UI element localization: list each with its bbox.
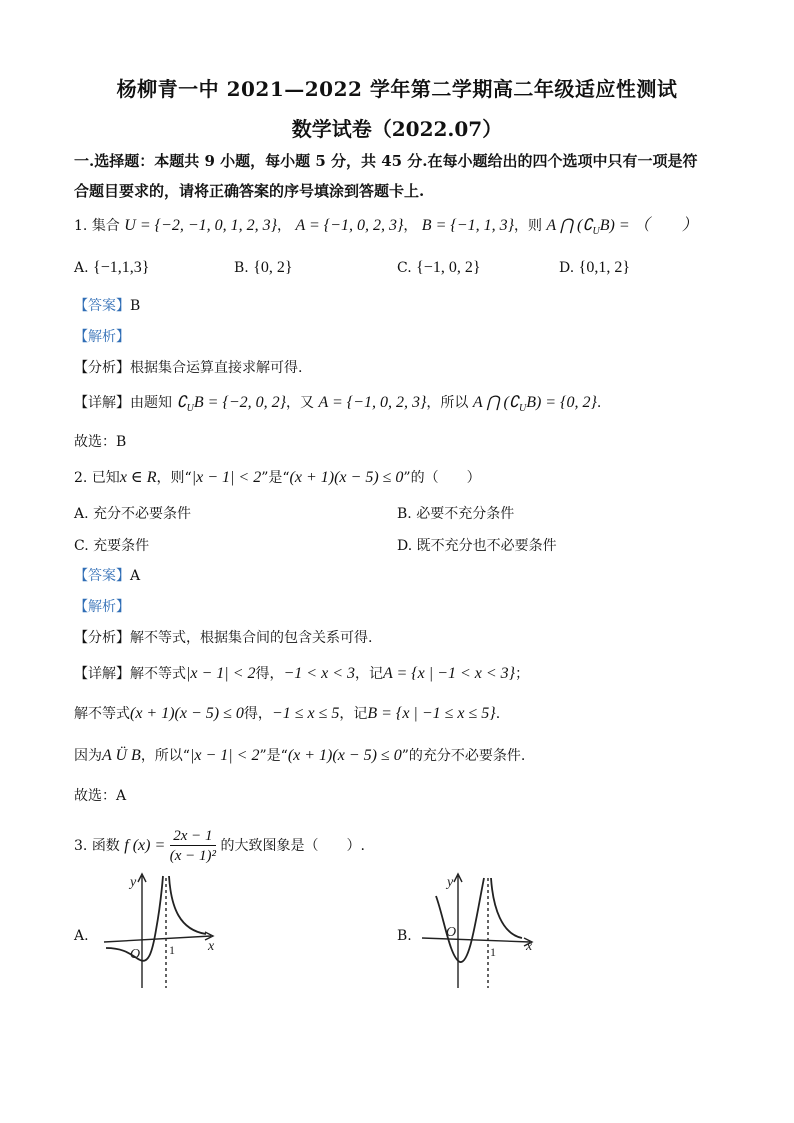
q1-detail-c: B = {−2, 0, 2} <box>193 394 287 411</box>
q3b-origin-label: O <box>446 925 457 940</box>
q1-detail-end: . <box>596 395 602 411</box>
q1-detail-a: 由题知 <box>130 395 172 411</box>
q2-d3-f: (x + 1)(x − 5) ≤ 0 <box>287 747 402 764</box>
q3-stem-a: 函数 <box>91 838 120 854</box>
q3a-x-label: x <box>208 939 215 954</box>
q2-d1-f: A = {x | −1 < x < 3} <box>383 665 516 682</box>
q2-number: 2. <box>74 470 88 486</box>
q1-analysis <box>74 327 130 347</box>
q2-stem-a: 已知 <box>91 470 120 486</box>
q1-set-b: B = {−1, 1, 3} <box>421 217 514 234</box>
q3b-curve-right <box>491 878 522 938</box>
q1-detail-d: ，又 <box>286 395 315 411</box>
q2-d1-c: 得， <box>255 666 284 682</box>
q1-answer-value: B <box>130 298 141 314</box>
q3-fraction <box>170 827 216 866</box>
q3-fraction-denominator: (x − 1)² <box>169 847 216 864</box>
q1-option-a-value: {−1,1,3} <box>93 259 150 276</box>
q1-fenxi-text: 根据集合运算直接求解可得. <box>130 360 303 376</box>
q2-option-d-label: D. <box>397 538 413 554</box>
q2-d3-b: A Ü B <box>102 747 141 764</box>
q2-option-a-value: 充分不必要条件 <box>93 506 192 522</box>
q2-option-d-value: 既不充分也不必要条件 <box>416 538 557 554</box>
q2-d3-c: ，所以“ <box>140 748 190 764</box>
q2-fenxi <box>74 628 372 648</box>
q3b-x-axis <box>422 938 530 942</box>
q2-answer-value: A <box>130 568 141 584</box>
q2-analysis-tag: 【解析】 <box>74 599 130 615</box>
q1-fenxi-tag: 【分析】 <box>74 360 130 376</box>
q2-d2-f: B = {x | −1 ≤ x ≤ 5} <box>367 705 496 722</box>
q2-option-c[interactable] <box>74 536 149 556</box>
q3a-y-label: y <box>130 875 137 890</box>
q1-option-d-label: D. <box>559 260 575 276</box>
q2-stem-c: ”是“ <box>261 470 290 486</box>
q1-detail-sub: U <box>186 402 194 414</box>
q1-choose-value: B <box>116 434 127 450</box>
q1-choose <box>74 432 126 452</box>
q1-number: 1. <box>74 218 88 234</box>
q2-choose <box>74 786 126 806</box>
q2-analysis <box>74 597 130 617</box>
q3a-one-label: 1 <box>169 943 175 957</box>
q1-expr: A ⋂ (∁ <box>546 217 593 234</box>
q1-detail-sub2: U <box>518 402 527 414</box>
q2-d1-g: ； <box>515 666 530 682</box>
q1-expr-sub: U <box>592 225 600 237</box>
q1-answer <box>74 296 140 316</box>
q2-stem-d: ”的（ ） <box>403 470 481 486</box>
q1-detail <box>74 393 601 419</box>
q1-option-c-value: {−1, 0, 2} <box>416 259 481 276</box>
q2-p: |x − 1| < 2 <box>191 469 262 486</box>
q2-fenxi-text: 解不等式，根据集合间的包含关系可得. <box>130 630 373 646</box>
q2-d2-a: 解不等式 <box>74 706 130 722</box>
q2-d1-e: ，记 <box>355 666 383 682</box>
q1-detail-tag: 【详解】 <box>74 395 130 411</box>
q2-q: (x + 1)(x − 5) ≤ 0 <box>289 469 404 486</box>
q1-option-b[interactable] <box>234 258 293 278</box>
q2-d1-b: |x − 1| < 2 <box>186 665 256 682</box>
q2-d3-a: 因为 <box>74 748 102 764</box>
q2-detail-1 <box>74 664 529 684</box>
q2-d3-e: ”是“ <box>259 748 288 764</box>
q1-answer-tag: 【答案】 <box>74 298 130 314</box>
q1-option-b-value: {0, 2} <box>253 259 293 276</box>
q1-choose-tag: 故选： <box>74 434 116 450</box>
q2-detail-2 <box>74 704 500 724</box>
q2-fenxi-tag: 【分析】 <box>74 630 130 646</box>
q2-d2-e: ，记 <box>339 706 368 722</box>
q2-option-b-label: B. <box>397 506 412 522</box>
q3b-one-label: 1 <box>490 945 496 959</box>
q3a-x-axis <box>104 936 211 942</box>
q2-option-b-value: 必要不充分条件 <box>416 506 515 522</box>
section-heading-line2: 合题目要求的，请将正确答案的序号填涂到答题卡上. <box>74 182 425 200</box>
q1-option-d-value: {0,1, 2} <box>578 259 630 276</box>
q2-option-c-label: C. <box>74 538 89 554</box>
paper-title: 杨柳青一中 2021—2022 学年第二学期高二年级适应性测试 <box>116 77 678 101</box>
section-heading-line1: 一.选择题：本题共 9 小题，每小题 5 分，共 45 分.在每小题给出的四个选项中只有一项是符 <box>74 152 698 170</box>
q1-detail-e: A = {−1, 0, 2, 3} <box>318 394 427 411</box>
q2-choose-value: A <box>116 788 127 804</box>
q1-analysis-tag: 【解析】 <box>74 329 130 345</box>
q2-answer <box>74 566 140 586</box>
q2-option-a-label: A. <box>74 506 89 522</box>
q3-option-a-label[interactable]: A. <box>74 928 89 944</box>
paper-subtitle: 数学试卷（2022.07） <box>291 117 503 141</box>
q3-fraction-numerator: 2x − 1 <box>170 827 216 846</box>
q3-number: 3. <box>74 838 88 854</box>
q1-option-b-label: B. <box>234 260 249 276</box>
q3a-curve-right <box>169 876 206 934</box>
q2-cond: x ∈ R <box>119 469 157 486</box>
q1-detail-b: ∁ <box>176 394 187 411</box>
q1-fenxi <box>74 358 302 378</box>
q1-detail-h: B) = {0, 2} <box>526 394 597 411</box>
q2-answer-tag: 【答案】 <box>74 568 130 584</box>
q1-option-c[interactable] <box>397 258 481 278</box>
q2-detail-tag: 【详解】 <box>74 666 130 682</box>
q3b-curve-left <box>436 878 484 962</box>
q2-option-b[interactable] <box>397 504 514 524</box>
q2-d2-g: . <box>495 706 501 722</box>
q3b-y-label: y <box>447 875 454 890</box>
q1-stem: 1. 集合 U = {−2, −1, 0, 1, 2, 3}， A = {−1, 0, 2, 3}， B = {−1, 1, 3}，则 A ⋂ $(∁_UB)$ = （ ） <box>74 217 698 237</box>
q1-set-a: A = {−1, 0, 2, 3} <box>295 217 404 234</box>
q2-d2-d: −1 ≤ x ≤ 5 <box>271 705 340 722</box>
q1-option-c-label: C. <box>397 260 412 276</box>
q1-option-a-label: A. <box>74 260 89 276</box>
q2-stem <box>74 468 481 488</box>
q3-stem <box>74 826 365 866</box>
q1-stem-b: ，则 <box>513 218 542 234</box>
q1-detail-g: A ⋂ (∁ <box>472 394 519 411</box>
q2-option-a[interactable] <box>74 504 191 524</box>
q2-detail-3 <box>74 746 525 766</box>
q2-choose-tag: 故选： <box>74 788 116 804</box>
q1-detail-f: ，所以 <box>426 395 469 411</box>
q2-stem-b: ，则“ <box>156 470 192 486</box>
q3-stem-b: 的大致图象是（ ）. <box>220 838 365 854</box>
q3-graph-b[interactable] <box>418 868 548 993</box>
q2-d2-b: (x + 1)(x − 5) ≤ 0 <box>130 705 244 722</box>
q1-expr-end: B) = （ ） <box>599 217 698 234</box>
q2-d1-a: 解不等式 <box>130 666 186 682</box>
q2-d3-d: |x − 1| < 2 <box>189 747 260 764</box>
q3a-origin-label: O <box>130 947 141 962</box>
q2-option-c-value: 充要条件 <box>93 538 150 554</box>
q2-d1-d: −1 < x < 3 <box>283 665 355 682</box>
q3b-x-label: x <box>526 939 533 954</box>
q1-option-a[interactable] <box>74 258 149 278</box>
q3-graph-a[interactable] <box>96 868 226 993</box>
q2-option-d[interactable] <box>397 536 557 556</box>
q3-fx: f (x) = <box>124 837 166 854</box>
q1-option-d[interactable] <box>559 258 630 278</box>
q1-stem-a: 集合 <box>91 218 120 234</box>
q3-option-b-label[interactable]: B. <box>397 928 412 944</box>
q1-set-u: U = {−2, −1, 0, 1, 2, 3} <box>124 217 278 234</box>
q2-d3-g: ”的充分不必要条件. <box>401 748 526 764</box>
q2-d2-c: 得， <box>243 706 272 722</box>
